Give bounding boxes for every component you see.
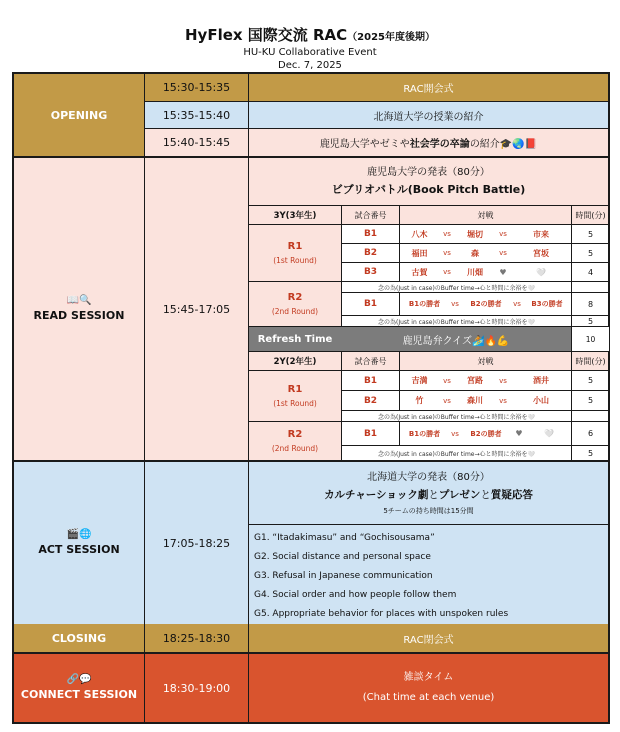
- read-section: [12, 158, 610, 462]
- y3-match-head: 対戦: [399, 206, 571, 224]
- y2-r1-title: R1: [287, 384, 303, 396]
- y3-r1-row-1: [341, 224, 609, 243]
- y3-r1-p1-2: 福田: [399, 244, 439, 262]
- heart-icon: ♥: [515, 429, 523, 438]
- y2-r1-p3-1: 酒井: [533, 376, 549, 385]
- opening-section: [12, 72, 610, 158]
- act-group-list: [248, 524, 608, 624]
- y3-buffer-min: 5: [571, 316, 609, 326]
- y2-r1-p2-2: 森川: [467, 396, 483, 405]
- y2-r1-sub: (1st Round): [273, 399, 317, 409]
- y3-r2-sub: (2nd Round): [271, 307, 319, 316]
- vs-label: vs: [499, 230, 507, 238]
- y3-r1-p1-1: 八木: [399, 225, 439, 243]
- link-icon: 🔗💬: [66, 674, 92, 686]
- vs-label: vs: [451, 300, 459, 308]
- y2-r2-sub: (2nd Round): [271, 444, 319, 453]
- y2-buffer-row-2: [341, 445, 609, 460]
- y2-r1-row-2: [341, 390, 609, 410]
- read-time: 15:45-17:05: [144, 158, 248, 460]
- buffer-note: 念の為(Just in case)のBuffer time→心と時間に余裕を🤍: [341, 411, 571, 421]
- y3-r1-title: R1: [287, 241, 303, 253]
- y3-header-row: [249, 205, 608, 224]
- y2-r2-min: 6: [571, 422, 609, 445]
- event-date: Dec. 7, 2025: [278, 60, 342, 71]
- y2-r2-title: R2: [287, 429, 303, 440]
- y2-r1-no-1: B1: [341, 371, 399, 390]
- y3-r2-p2: B2の勝者: [470, 300, 502, 308]
- act-title-block: [248, 462, 608, 524]
- y2-r1-p1-2: 竹: [399, 391, 439, 410]
- act-title-2b: と: [428, 489, 439, 502]
- vs-label: vs: [499, 396, 507, 405]
- buffer-min-empty: [571, 282, 609, 292]
- y3-r2-row: [341, 292, 609, 315]
- y3-r2-min: 8: [571, 293, 609, 315]
- title-text: HyFlex 国際交流 RAC: [184, 26, 348, 44]
- y2-r2-p3: 🤍: [544, 429, 554, 438]
- opening-time-2: 15:35-15:40: [144, 101, 248, 128]
- y2-r2-p2: B2の勝者: [470, 429, 502, 438]
- y2-r1-p1-1: 吉満: [399, 371, 439, 390]
- y3-year: 3Y(3年生): [273, 211, 317, 221]
- connect-desc-2: (Chat time at each venue): [362, 692, 495, 703]
- vs-label: vs: [443, 376, 451, 385]
- event-name: HU-KU Collaborative Event: [243, 47, 377, 58]
- y2-buffer-row-1: [341, 410, 609, 421]
- page-title: [0, 24, 620, 45]
- y2-year: 2Y(2年生): [273, 357, 317, 367]
- opening-desc-3-bold: 社会学の卒論: [409, 139, 470, 150]
- y3-r1-no-3: B3: [341, 263, 399, 281]
- y3-r2-p3: B3の勝者: [531, 300, 563, 308]
- y2-r1-p2-1: 宮路: [467, 376, 483, 385]
- group-item: G5. Appropriate behavior for places with unspoken rules: [254, 609, 509, 619]
- opening-desc-3: [248, 128, 608, 156]
- heart-icon: ♥: [499, 267, 507, 277]
- y3-r1-p3-2: 宮坂: [533, 248, 549, 258]
- buffer-note: 念の為(Just in case)のBuffer time→心と時間に余裕を🤍: [341, 446, 571, 460]
- buffer-min-empty: [571, 411, 609, 421]
- y3-r1-p3-3: 🤍: [536, 267, 546, 277]
- group-item: G2. Social distance and personal space: [254, 552, 431, 562]
- vs-label: vs: [443, 230, 451, 238]
- act-title-2a: カルチャーショック劇: [324, 489, 429, 502]
- connect-desc-1: 雑談タイム: [403, 672, 454, 683]
- read-label-cell: [14, 158, 144, 460]
- y2-r2-row: [341, 421, 609, 445]
- vs-label: vs: [499, 376, 507, 385]
- read-game-table: [248, 205, 608, 460]
- connect-label-cell: [14, 654, 144, 722]
- y3-r1-no-1: B1: [341, 225, 399, 243]
- refresh-min: 10: [571, 327, 609, 351]
- opening-desc-1: RAC開会式: [248, 74, 608, 101]
- refresh-row: [249, 326, 608, 351]
- act-time: 17:05-18:25: [144, 462, 248, 624]
- vs-label: vs: [499, 249, 507, 257]
- y3-time-head: 時間(分): [571, 206, 609, 224]
- y3-r1-sub: (1st Round): [273, 256, 317, 266]
- act-title-1: 北海道大学の発表（80分）: [367, 471, 490, 483]
- vs-label: vs: [513, 300, 521, 308]
- opening-time-1: 15:30-15:35: [144, 74, 248, 101]
- act-title-2c: プレゼン: [438, 489, 481, 502]
- y3-buffer-row-2: [341, 315, 609, 326]
- closing-desc: RAC閉会式: [248, 624, 608, 652]
- connect-desc: [248, 654, 608, 722]
- connect-label: CONNECT SESSION: [20, 688, 138, 702]
- y3-r2-label: [249, 281, 341, 326]
- y2-r1-p3-2: 小山: [533, 396, 549, 405]
- y3-r1-p2-3: 川畑: [467, 267, 483, 277]
- y3-r1-row-3: [341, 262, 609, 281]
- buffer-note: 念の為(Just in case)のBuffer time→心と時間に余裕を🤍: [341, 316, 571, 326]
- y3-buffer-row-1: [341, 281, 609, 292]
- act-label: ACT SESSION: [38, 543, 120, 557]
- closing-label: CLOSING: [14, 624, 144, 652]
- book-icon: 📖🔍: [66, 295, 92, 307]
- title-sub: （2025年度後期）: [347, 32, 436, 43]
- y3-r1-p2-2: 森: [471, 248, 479, 258]
- connect-time: 18:30-19:00: [144, 654, 248, 722]
- closing-section: [12, 624, 610, 654]
- refresh-desc: 鹿児島弁クイズ🏄🔥💪: [402, 335, 510, 347]
- y3-r2-no: B1: [341, 293, 399, 315]
- act-title-2: [324, 486, 533, 504]
- y3-r1-min-3: 4: [571, 263, 609, 281]
- connect-section: [12, 652, 610, 724]
- closing-time: 18:25-18:30: [144, 624, 248, 652]
- act-label-cell: [14, 462, 144, 624]
- opening-desc-3-post: の紹介🎓🌏📕: [469, 139, 538, 150]
- y3-r1-min-1: 5: [571, 225, 609, 243]
- buffer-note: 念の為(Just in case)のBuffer time→心と時間に余裕を🤍: [341, 282, 571, 292]
- y3-r1-min-2: 5: [571, 244, 609, 262]
- vs-label: vs: [443, 268, 451, 276]
- y3-match-no-head: 試合番号: [341, 206, 399, 224]
- y2-r1-no-2: B2: [341, 391, 399, 410]
- y2-r1-min-2: 5: [571, 391, 609, 410]
- group-item: G1. “Itadakimasu” and “Gochisousama”: [254, 533, 435, 543]
- read-title-block: [248, 158, 608, 205]
- act-section: [12, 460, 610, 626]
- read-label: READ SESSION: [33, 309, 125, 323]
- vs-label: vs: [443, 396, 451, 405]
- refresh-label: Refresh Time: [257, 333, 333, 345]
- opening-time-3: 15:40-15:45: [144, 128, 248, 156]
- y3-r1-no-2: B2: [341, 244, 399, 262]
- y2-r2-no: B1: [341, 422, 399, 445]
- act-title-2d: と: [480, 489, 491, 502]
- read-title-1: 鹿児島大学の発表（80分）: [367, 166, 490, 178]
- opening-desc-3-pre: 鹿児島大学やゼミや: [319, 139, 410, 150]
- opening-label: OPENING: [14, 74, 144, 156]
- y3-r1-p1-3: 古賀: [399, 263, 439, 281]
- y3-r1-label: [249, 224, 341, 281]
- y3-r1-p3-1: 市来: [533, 229, 549, 239]
- vs-label: vs: [451, 429, 459, 438]
- y3-r1-p2-1: 堀切: [467, 229, 483, 239]
- y2-match-head: 対戦: [399, 352, 571, 370]
- y2-time-head: 時間(分): [571, 352, 609, 370]
- y2-r2-label: [249, 421, 341, 460]
- act-note: 5チームの持ち時間は15分間: [383, 506, 474, 515]
- y2-match-no-head: 試合番号: [341, 352, 399, 370]
- y2-header-row: [249, 351, 608, 370]
- vs-label: vs: [443, 249, 451, 257]
- group-item: G3. Refusal in Japanese communication: [254, 571, 433, 581]
- y3-r1-row-2: [341, 243, 609, 262]
- y2-r1-label: [249, 370, 341, 421]
- movie-icon: 🎬🌐: [66, 529, 92, 541]
- read-title-2: ビブリオバトル(Book Pitch Battle): [331, 182, 526, 196]
- y2-buffer-min: 5: [571, 446, 609, 460]
- group-item: G4. Social order and how people follow them: [254, 590, 457, 600]
- opening-desc-2: 北海道大学の授業の紹介: [248, 101, 608, 128]
- y3-r2-p1: B1の勝者: [399, 293, 449, 315]
- act-title-2e: 質疑応答: [490, 489, 533, 502]
- y2-r1-min-1: 5: [571, 371, 609, 390]
- y2-r1-row-1: [341, 370, 609, 390]
- y2-r2-p1: B1の勝者: [399, 422, 449, 445]
- y3-r2-title: R2: [287, 292, 303, 303]
